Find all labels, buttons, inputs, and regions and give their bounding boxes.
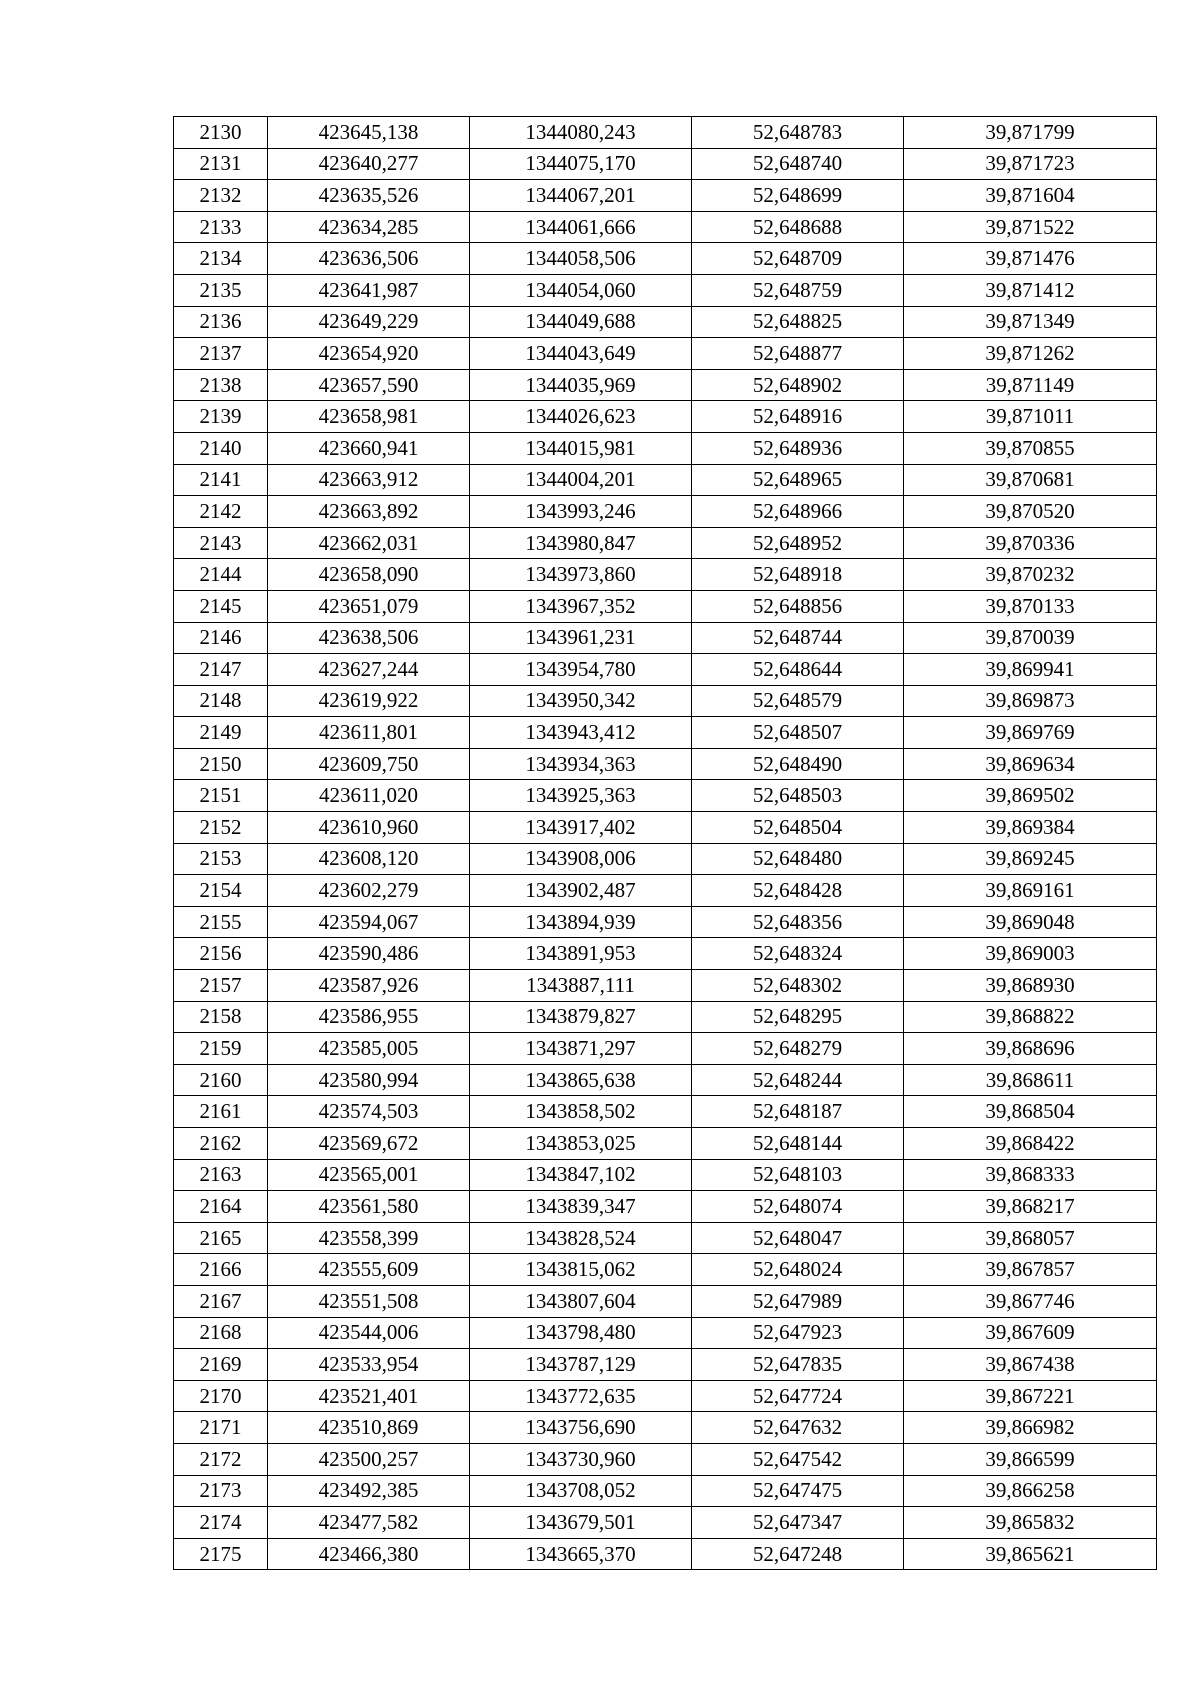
y-coordinate-cell: 1344080,243 — [470, 117, 692, 149]
latitude-cell: 52,648356 — [692, 906, 904, 938]
longitude-cell: 39,871723 — [904, 148, 1157, 180]
longitude-cell: 39,865621 — [904, 1538, 1157, 1570]
y-coordinate-cell: 1343708,052 — [470, 1475, 692, 1507]
point-number-cell: 2144 — [174, 559, 268, 591]
x-coordinate-cell: 423651,079 — [268, 590, 470, 622]
x-coordinate-cell: 423477,582 — [268, 1507, 470, 1539]
y-coordinate-cell: 1343943,412 — [470, 717, 692, 749]
latitude-cell: 52,648187 — [692, 1096, 904, 1128]
point-number-cell: 2163 — [174, 1159, 268, 1191]
longitude-cell: 39,869048 — [904, 906, 1157, 938]
point-number-cell: 2130 — [174, 117, 268, 149]
longitude-cell: 39,869634 — [904, 748, 1157, 780]
longitude-cell: 39,871349 — [904, 306, 1157, 338]
latitude-cell: 52,647632 — [692, 1412, 904, 1444]
x-coordinate-cell: 423638,506 — [268, 622, 470, 654]
point-number-cell: 2146 — [174, 622, 268, 654]
x-coordinate-cell: 423641,987 — [268, 274, 470, 306]
latitude-cell: 52,647835 — [692, 1349, 904, 1381]
table-row — [174, 1064, 1157, 1096]
point-number-cell: 2157 — [174, 970, 268, 1002]
table-row — [174, 1033, 1157, 1065]
x-coordinate-cell: 423586,955 — [268, 1001, 470, 1033]
longitude-cell: 39,871149 — [904, 369, 1157, 401]
x-coordinate-cell: 423500,257 — [268, 1443, 470, 1475]
table-row — [174, 1159, 1157, 1191]
y-coordinate-cell: 1343865,638 — [470, 1064, 692, 1096]
latitude-cell: 52,648688 — [692, 211, 904, 243]
longitude-cell: 39,865832 — [904, 1507, 1157, 1539]
latitude-cell: 52,648916 — [692, 401, 904, 433]
latitude-cell: 52,648952 — [692, 527, 904, 559]
x-coordinate-cell: 423569,672 — [268, 1128, 470, 1160]
y-coordinate-cell: 1343980,847 — [470, 527, 692, 559]
longitude-cell: 39,870336 — [904, 527, 1157, 559]
point-number-cell: 2158 — [174, 1001, 268, 1033]
latitude-cell: 52,648966 — [692, 496, 904, 528]
point-number-cell: 2139 — [174, 401, 268, 433]
table-row — [174, 1001, 1157, 1033]
longitude-cell: 39,869502 — [904, 780, 1157, 812]
y-coordinate-cell: 1344049,688 — [470, 306, 692, 338]
x-coordinate-cell: 423660,941 — [268, 432, 470, 464]
longitude-cell: 39,871604 — [904, 180, 1157, 212]
longitude-cell: 39,868822 — [904, 1001, 1157, 1033]
point-number-cell: 2160 — [174, 1064, 268, 1096]
latitude-cell: 52,648295 — [692, 1001, 904, 1033]
table-row — [174, 1380, 1157, 1412]
y-coordinate-cell: 1343858,502 — [470, 1096, 692, 1128]
point-number-cell: 2164 — [174, 1191, 268, 1223]
table-row — [174, 717, 1157, 749]
longitude-cell: 39,869873 — [904, 685, 1157, 717]
table-row — [174, 875, 1157, 907]
table-row — [174, 590, 1157, 622]
latitude-cell: 52,648965 — [692, 464, 904, 496]
latitude-cell: 52,648709 — [692, 243, 904, 275]
point-number-cell: 2171 — [174, 1412, 268, 1444]
table-row — [174, 559, 1157, 591]
point-number-cell: 2152 — [174, 812, 268, 844]
table-row — [174, 812, 1157, 844]
x-coordinate-cell: 423640,277 — [268, 148, 470, 180]
longitude-cell: 39,867221 — [904, 1380, 1157, 1412]
y-coordinate-cell: 1343954,780 — [470, 654, 692, 686]
point-number-cell: 2162 — [174, 1128, 268, 1160]
table-row — [174, 527, 1157, 559]
y-coordinate-cell: 1343908,006 — [470, 843, 692, 875]
x-coordinate-cell: 423658,981 — [268, 401, 470, 433]
point-number-cell: 2151 — [174, 780, 268, 812]
y-coordinate-cell: 1343925,363 — [470, 780, 692, 812]
coordinates-table — [173, 116, 1157, 1570]
x-coordinate-cell: 423663,912 — [268, 464, 470, 496]
x-coordinate-cell: 423574,503 — [268, 1096, 470, 1128]
latitude-cell: 52,648490 — [692, 748, 904, 780]
longitude-cell: 39,868422 — [904, 1128, 1157, 1160]
point-number-cell: 2136 — [174, 306, 268, 338]
x-coordinate-cell: 423663,892 — [268, 496, 470, 528]
x-coordinate-cell: 423635,526 — [268, 180, 470, 212]
table-row — [174, 622, 1157, 654]
longitude-cell: 39,871476 — [904, 243, 1157, 275]
longitude-cell: 39,870681 — [904, 464, 1157, 496]
y-coordinate-cell: 1343756,690 — [470, 1412, 692, 1444]
table-row — [174, 685, 1157, 717]
x-coordinate-cell: 423558,399 — [268, 1222, 470, 1254]
longitude-cell: 39,869384 — [904, 812, 1157, 844]
point-number-cell: 2154 — [174, 875, 268, 907]
point-number-cell: 2148 — [174, 685, 268, 717]
latitude-cell: 52,647724 — [692, 1380, 904, 1412]
point-number-cell: 2159 — [174, 1033, 268, 1065]
y-coordinate-cell: 1343879,827 — [470, 1001, 692, 1033]
x-coordinate-cell: 423565,001 — [268, 1159, 470, 1191]
table-row — [174, 654, 1157, 686]
y-coordinate-cell: 1343730,960 — [470, 1443, 692, 1475]
table-row — [174, 211, 1157, 243]
latitude-cell: 52,648279 — [692, 1033, 904, 1065]
x-coordinate-cell: 423587,926 — [268, 970, 470, 1002]
x-coordinate-cell: 423619,922 — [268, 685, 470, 717]
longitude-cell: 39,867746 — [904, 1285, 1157, 1317]
table-row — [174, 1412, 1157, 1444]
table-row — [174, 464, 1157, 496]
point-number-cell: 2168 — [174, 1317, 268, 1349]
latitude-cell: 52,648103 — [692, 1159, 904, 1191]
table-row — [174, 306, 1157, 338]
y-coordinate-cell: 1343934,363 — [470, 748, 692, 780]
table-row — [174, 180, 1157, 212]
x-coordinate-cell: 423594,067 — [268, 906, 470, 938]
longitude-cell: 39,866982 — [904, 1412, 1157, 1444]
x-coordinate-cell: 423634,285 — [268, 211, 470, 243]
y-coordinate-cell: 1343807,604 — [470, 1285, 692, 1317]
point-number-cell: 2156 — [174, 938, 268, 970]
longitude-cell: 39,866258 — [904, 1475, 1157, 1507]
x-coordinate-cell: 423645,138 — [268, 117, 470, 149]
y-coordinate-cell: 1343902,487 — [470, 875, 692, 907]
table-row — [174, 1128, 1157, 1160]
latitude-cell: 52,648480 — [692, 843, 904, 875]
x-coordinate-cell: 423636,506 — [268, 243, 470, 275]
table-row — [174, 1317, 1157, 1349]
y-coordinate-cell: 1343993,246 — [470, 496, 692, 528]
longitude-cell: 39,866599 — [904, 1443, 1157, 1475]
y-coordinate-cell: 1344058,506 — [470, 243, 692, 275]
y-coordinate-cell: 1343917,402 — [470, 812, 692, 844]
y-coordinate-cell: 1343894,939 — [470, 906, 692, 938]
y-coordinate-cell: 1343828,524 — [470, 1222, 692, 1254]
point-number-cell: 2153 — [174, 843, 268, 875]
point-number-cell: 2166 — [174, 1254, 268, 1286]
latitude-cell: 52,648244 — [692, 1064, 904, 1096]
y-coordinate-cell: 1344075,170 — [470, 148, 692, 180]
point-number-cell: 2172 — [174, 1443, 268, 1475]
point-number-cell: 2165 — [174, 1222, 268, 1254]
y-coordinate-cell: 1344054,060 — [470, 274, 692, 306]
latitude-cell: 52,648507 — [692, 717, 904, 749]
x-coordinate-cell: 423627,244 — [268, 654, 470, 686]
y-coordinate-cell: 1344004,201 — [470, 464, 692, 496]
table-row — [174, 148, 1157, 180]
x-coordinate-cell: 423608,120 — [268, 843, 470, 875]
longitude-cell: 39,868930 — [904, 970, 1157, 1002]
table-row — [174, 1538, 1157, 1570]
x-coordinate-cell: 423510,869 — [268, 1412, 470, 1444]
point-number-cell: 2145 — [174, 590, 268, 622]
y-coordinate-cell: 1343961,231 — [470, 622, 692, 654]
x-coordinate-cell: 423649,229 — [268, 306, 470, 338]
y-coordinate-cell: 1344026,623 — [470, 401, 692, 433]
point-number-cell: 2135 — [174, 274, 268, 306]
x-coordinate-cell: 423492,385 — [268, 1475, 470, 1507]
y-coordinate-cell: 1343973,860 — [470, 559, 692, 591]
x-coordinate-cell: 423544,006 — [268, 1317, 470, 1349]
table-row — [174, 938, 1157, 970]
point-number-cell: 2138 — [174, 369, 268, 401]
point-number-cell: 2142 — [174, 496, 268, 528]
y-coordinate-cell: 1343887,111 — [470, 970, 692, 1002]
point-number-cell: 2149 — [174, 717, 268, 749]
table-row — [174, 1507, 1157, 1539]
longitude-cell: 39,868611 — [904, 1064, 1157, 1096]
x-coordinate-cell: 423610,960 — [268, 812, 470, 844]
longitude-cell: 39,870232 — [904, 559, 1157, 591]
longitude-cell: 39,869941 — [904, 654, 1157, 686]
x-coordinate-cell: 423611,020 — [268, 780, 470, 812]
longitude-cell: 39,869245 — [904, 843, 1157, 875]
latitude-cell: 52,647475 — [692, 1475, 904, 1507]
longitude-cell: 39,871799 — [904, 117, 1157, 149]
x-coordinate-cell: 423657,590 — [268, 369, 470, 401]
y-coordinate-cell: 1343871,297 — [470, 1033, 692, 1065]
table-row — [174, 906, 1157, 938]
y-coordinate-cell: 1343839,347 — [470, 1191, 692, 1223]
point-number-cell: 2174 — [174, 1507, 268, 1539]
point-number-cell: 2141 — [174, 464, 268, 496]
y-coordinate-cell: 1343847,102 — [470, 1159, 692, 1191]
latitude-cell: 52,648579 — [692, 685, 904, 717]
table-row — [174, 338, 1157, 370]
table-row — [174, 432, 1157, 464]
point-number-cell: 2147 — [174, 654, 268, 686]
longitude-cell: 39,868696 — [904, 1033, 1157, 1065]
latitude-cell: 52,648504 — [692, 812, 904, 844]
y-coordinate-cell: 1344035,969 — [470, 369, 692, 401]
latitude-cell: 52,647347 — [692, 1507, 904, 1539]
y-coordinate-cell: 1343787,129 — [470, 1349, 692, 1381]
latitude-cell: 52,648047 — [692, 1222, 904, 1254]
table-row — [174, 369, 1157, 401]
y-coordinate-cell: 1343967,352 — [470, 590, 692, 622]
table-row — [174, 1475, 1157, 1507]
x-coordinate-cell: 423585,005 — [268, 1033, 470, 1065]
y-coordinate-cell: 1344043,649 — [470, 338, 692, 370]
y-coordinate-cell: 1344061,666 — [470, 211, 692, 243]
table-row — [174, 496, 1157, 528]
latitude-cell: 52,648759 — [692, 274, 904, 306]
y-coordinate-cell: 1343798,480 — [470, 1317, 692, 1349]
point-number-cell: 2169 — [174, 1349, 268, 1381]
longitude-cell: 39,870039 — [904, 622, 1157, 654]
longitude-cell: 39,867609 — [904, 1317, 1157, 1349]
latitude-cell: 52,648699 — [692, 180, 904, 212]
latitude-cell: 52,647989 — [692, 1285, 904, 1317]
table-row — [174, 1443, 1157, 1475]
longitude-cell: 39,871412 — [904, 274, 1157, 306]
y-coordinate-cell: 1343853,025 — [470, 1128, 692, 1160]
latitude-cell: 52,648744 — [692, 622, 904, 654]
latitude-cell: 52,648918 — [692, 559, 904, 591]
longitude-cell: 39,869161 — [904, 875, 1157, 907]
point-number-cell: 2167 — [174, 1285, 268, 1317]
y-coordinate-cell: 1343891,953 — [470, 938, 692, 970]
point-number-cell: 2131 — [174, 148, 268, 180]
point-number-cell: 2143 — [174, 527, 268, 559]
longitude-cell: 39,871011 — [904, 401, 1157, 433]
latitude-cell: 52,648902 — [692, 369, 904, 401]
longitude-cell: 39,870520 — [904, 496, 1157, 528]
y-coordinate-cell: 1343815,062 — [470, 1254, 692, 1286]
x-coordinate-cell: 423611,801 — [268, 717, 470, 749]
x-coordinate-cell: 423590,486 — [268, 938, 470, 970]
latitude-cell: 52,648740 — [692, 148, 904, 180]
table-row — [174, 1191, 1157, 1223]
point-number-cell: 2150 — [174, 748, 268, 780]
point-number-cell: 2175 — [174, 1538, 268, 1570]
table-row — [174, 243, 1157, 275]
x-coordinate-cell: 423609,750 — [268, 748, 470, 780]
latitude-cell: 52,648302 — [692, 970, 904, 1002]
y-coordinate-cell: 1343679,501 — [470, 1507, 692, 1539]
longitude-cell: 39,868217 — [904, 1191, 1157, 1223]
point-number-cell: 2137 — [174, 338, 268, 370]
latitude-cell: 52,648074 — [692, 1191, 904, 1223]
x-coordinate-cell: 423561,580 — [268, 1191, 470, 1223]
x-coordinate-cell: 423521,401 — [268, 1380, 470, 1412]
latitude-cell: 52,648324 — [692, 938, 904, 970]
longitude-cell: 39,869769 — [904, 717, 1157, 749]
point-number-cell: 2170 — [174, 1380, 268, 1412]
x-coordinate-cell: 423555,609 — [268, 1254, 470, 1286]
longitude-cell: 39,870133 — [904, 590, 1157, 622]
latitude-cell: 52,648644 — [692, 654, 904, 686]
table-row — [174, 1285, 1157, 1317]
longitude-cell: 39,871522 — [904, 211, 1157, 243]
y-coordinate-cell: 1343772,635 — [470, 1380, 692, 1412]
y-coordinate-cell: 1344067,201 — [470, 180, 692, 212]
x-coordinate-cell: 423580,994 — [268, 1064, 470, 1096]
x-coordinate-cell: 423602,279 — [268, 875, 470, 907]
table-row — [174, 1349, 1157, 1381]
x-coordinate-cell: 423662,031 — [268, 527, 470, 559]
latitude-cell: 52,648503 — [692, 780, 904, 812]
longitude-cell: 39,868504 — [904, 1096, 1157, 1128]
longitude-cell: 39,867438 — [904, 1349, 1157, 1381]
point-number-cell: 2134 — [174, 243, 268, 275]
y-coordinate-cell: 1344015,981 — [470, 432, 692, 464]
x-coordinate-cell: 423551,508 — [268, 1285, 470, 1317]
latitude-cell: 52,648024 — [692, 1254, 904, 1286]
latitude-cell: 52,648856 — [692, 590, 904, 622]
latitude-cell: 52,648783 — [692, 117, 904, 149]
point-number-cell: 2155 — [174, 906, 268, 938]
table-row — [174, 1096, 1157, 1128]
latitude-cell: 52,647923 — [692, 1317, 904, 1349]
point-number-cell: 2140 — [174, 432, 268, 464]
table-row — [174, 1254, 1157, 1286]
latitude-cell: 52,648144 — [692, 1128, 904, 1160]
longitude-cell: 39,867857 — [904, 1254, 1157, 1286]
point-number-cell: 2133 — [174, 211, 268, 243]
table-row — [174, 117, 1157, 149]
table-row — [174, 748, 1157, 780]
longitude-cell: 39,870855 — [904, 432, 1157, 464]
latitude-cell: 52,648877 — [692, 338, 904, 370]
point-number-cell: 2132 — [174, 180, 268, 212]
table-row — [174, 780, 1157, 812]
x-coordinate-cell: 423533,954 — [268, 1349, 470, 1381]
latitude-cell: 52,648936 — [692, 432, 904, 464]
latitude-cell: 52,647542 — [692, 1443, 904, 1475]
y-coordinate-cell: 1343950,342 — [470, 685, 692, 717]
latitude-cell: 52,648825 — [692, 306, 904, 338]
x-coordinate-cell: 423466,380 — [268, 1538, 470, 1570]
table-row — [174, 970, 1157, 1002]
longitude-cell: 39,868333 — [904, 1159, 1157, 1191]
point-number-cell: 2161 — [174, 1096, 268, 1128]
longitude-cell: 39,869003 — [904, 938, 1157, 970]
coordinates-table-body — [174, 117, 1157, 1570]
table-row — [174, 843, 1157, 875]
latitude-cell: 52,647248 — [692, 1538, 904, 1570]
latitude-cell: 52,648428 — [692, 875, 904, 907]
point-number-cell: 2173 — [174, 1475, 268, 1507]
longitude-cell: 39,868057 — [904, 1222, 1157, 1254]
y-coordinate-cell: 1343665,370 — [470, 1538, 692, 1570]
x-coordinate-cell: 423654,920 — [268, 338, 470, 370]
longitude-cell: 39,871262 — [904, 338, 1157, 370]
table-row — [174, 401, 1157, 433]
x-coordinate-cell: 423658,090 — [268, 559, 470, 591]
table-row — [174, 1222, 1157, 1254]
table-row — [174, 274, 1157, 306]
